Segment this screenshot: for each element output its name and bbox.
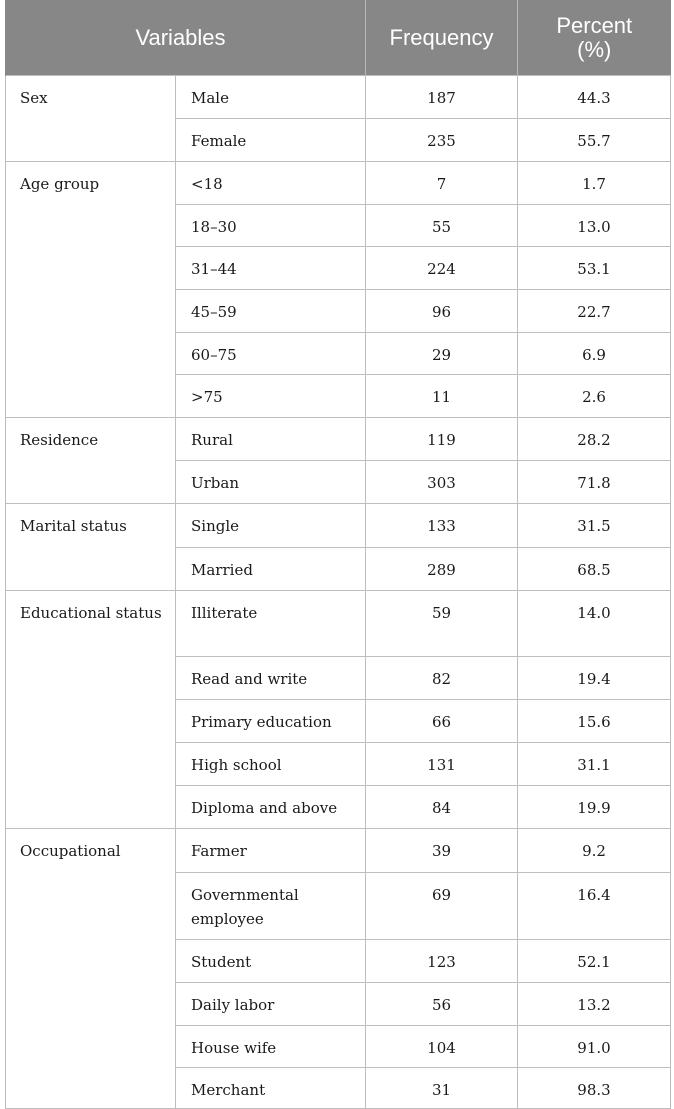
- frequency-cell: 59: [366, 591, 518, 657]
- level-cell: Student: [176, 940, 366, 983]
- percent-cell: 71.8: [518, 461, 671, 504]
- level-cell: 60–75: [176, 333, 366, 375]
- header-percent-unit: (%): [577, 36, 612, 62]
- percent-cell: 44.3: [518, 76, 671, 119]
- level-cell: Single: [176, 504, 366, 548]
- table-row: [6, 418, 671, 461]
- category-cell: Residence: [6, 418, 176, 504]
- percent-cell: 31.1: [518, 743, 671, 786]
- level-cell: 31–44: [176, 247, 366, 290]
- frequency-cell: 84: [366, 786, 518, 829]
- header-percent-label: Percent: [556, 12, 633, 38]
- level-cell: 18–30: [176, 205, 366, 247]
- percent-cell: 68.5: [518, 548, 671, 591]
- frequency-cell: 82: [366, 657, 518, 700]
- percent-cell: 98.3: [518, 1068, 671, 1109]
- table-body: [6, 76, 671, 1109]
- frequency-cell: 119: [366, 418, 518, 461]
- table-row: [6, 504, 671, 548]
- percent-cell: 53.1: [518, 247, 671, 290]
- percent-cell: 19.9: [518, 786, 671, 829]
- level-cell: Female: [176, 119, 366, 162]
- percent-cell: 9.2: [518, 829, 671, 873]
- category-cell: Occupational: [6, 829, 176, 1109]
- header-frequency: Frequency: [366, 0, 518, 76]
- level-cell: Urban: [176, 461, 366, 504]
- table-header: [6, 0, 671, 76]
- frequency-cell: 11: [366, 375, 518, 418]
- level-cell: Governmental employee: [176, 873, 366, 940]
- percent-cell: 55.7: [518, 119, 671, 162]
- percent-cell: 2.6: [518, 375, 671, 418]
- percent-cell: 16.4: [518, 873, 671, 940]
- percent-cell: 52.1: [518, 940, 671, 983]
- frequency-cell: 131: [366, 743, 518, 786]
- frequency-cell: 7: [366, 162, 518, 205]
- frequency-cell: 123: [366, 940, 518, 983]
- category-cell: Sex: [6, 76, 176, 162]
- level-cell: Farmer: [176, 829, 366, 873]
- category-cell: Marital status: [6, 504, 176, 591]
- frequency-cell: 31: [366, 1068, 518, 1109]
- level-cell: >75: [176, 375, 366, 418]
- level-cell: Illiterate: [176, 591, 366, 657]
- percent-cell: 28.2: [518, 418, 671, 461]
- table-row: [6, 162, 671, 205]
- level-cell: Rural: [176, 418, 366, 461]
- level-cell: Merchant: [176, 1068, 366, 1109]
- percent-cell: 91.0: [518, 1026, 671, 1068]
- level-cell: <18: [176, 162, 366, 205]
- frequency-cell: 56: [366, 983, 518, 1026]
- frequency-cell: 133: [366, 504, 518, 548]
- frequency-cell: 55: [366, 205, 518, 247]
- percent-cell: 31.5: [518, 504, 671, 548]
- category-cell: Age group: [6, 162, 176, 418]
- header-variables: Variables: [6, 0, 366, 76]
- demographics-table: [5, 0, 671, 1109]
- header-percent: [518, 0, 671, 76]
- frequency-cell: 289: [366, 548, 518, 591]
- percent-cell: 19.4: [518, 657, 671, 700]
- percent-cell: 13.0: [518, 205, 671, 247]
- frequency-cell: 29: [366, 333, 518, 375]
- level-cell: Read and write: [176, 657, 366, 700]
- frequency-cell: 187: [366, 76, 518, 119]
- percent-cell: 6.9: [518, 333, 671, 375]
- frequency-cell: 39: [366, 829, 518, 873]
- frequency-cell: 66: [366, 700, 518, 743]
- table-row: [6, 591, 671, 657]
- percent-cell: 22.7: [518, 290, 671, 333]
- header-row: [6, 0, 671, 76]
- frequency-cell: 224: [366, 247, 518, 290]
- table-row: [6, 76, 671, 119]
- table-row: [6, 829, 671, 873]
- percent-cell: 15.6: [518, 700, 671, 743]
- level-cell: Primary education: [176, 700, 366, 743]
- frequency-cell: 96: [366, 290, 518, 333]
- level-cell: Diploma and above: [176, 786, 366, 829]
- frequency-cell: 104: [366, 1026, 518, 1068]
- level-cell: Male: [176, 76, 366, 119]
- level-cell: House wife: [176, 1026, 366, 1068]
- frequency-cell: 69: [366, 873, 518, 940]
- percent-cell: 14.0: [518, 591, 671, 657]
- category-cell: Educational status: [6, 591, 176, 829]
- percent-cell: 1.7: [518, 162, 671, 205]
- frequency-cell: 303: [366, 461, 518, 504]
- level-cell: 45–59: [176, 290, 366, 333]
- level-cell: Daily labor: [176, 983, 366, 1026]
- level-cell: High school: [176, 743, 366, 786]
- percent-cell: 13.2: [518, 983, 671, 1026]
- frequency-cell: 235: [366, 119, 518, 162]
- level-cell: Married: [176, 548, 366, 591]
